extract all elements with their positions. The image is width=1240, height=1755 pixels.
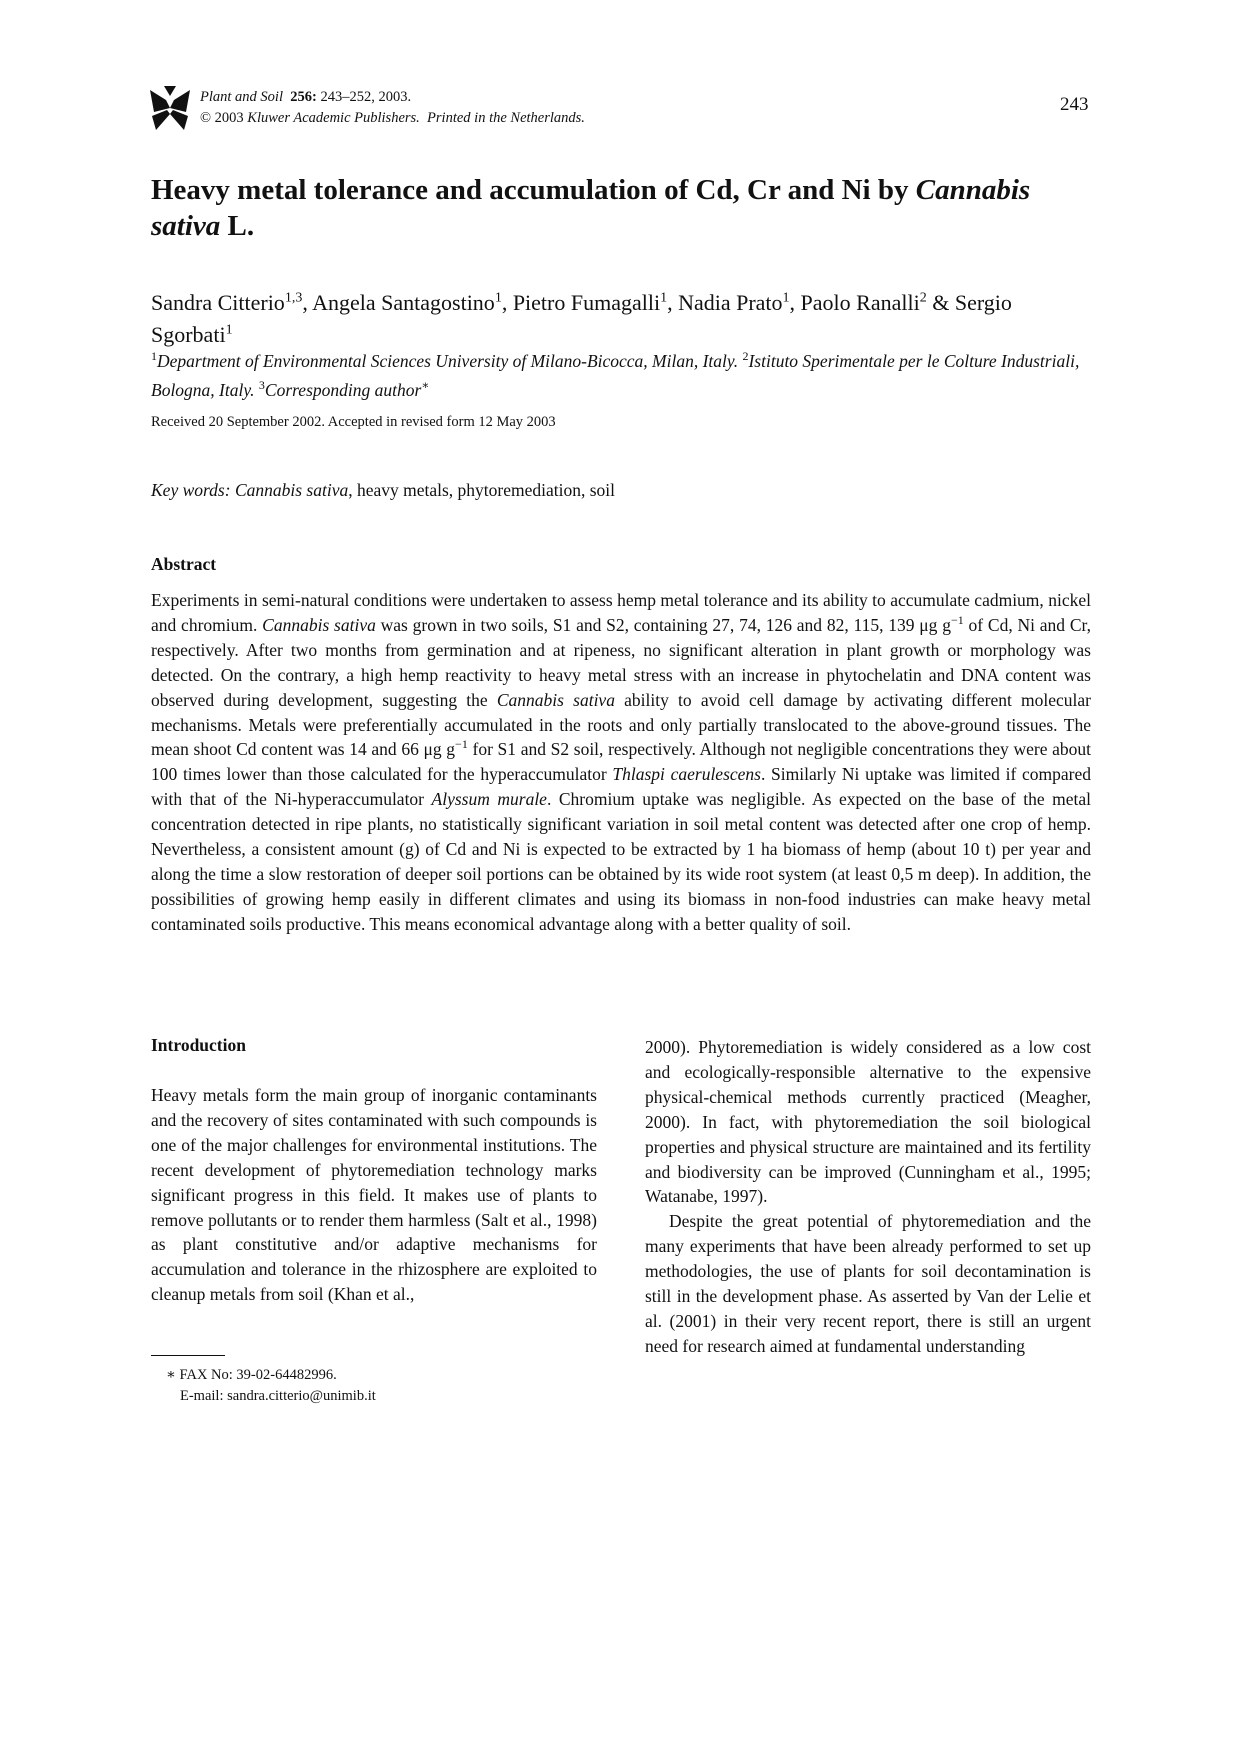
- author-name: Sergio Sgorbati: [151, 290, 1012, 347]
- affiliation-mark: 1: [151, 349, 157, 363]
- author-affiliation-mark: 1: [782, 291, 790, 306]
- copyright-line: [200, 108, 585, 129]
- author-separator: ,: [302, 290, 313, 316]
- corresponding-author-label: Corresponding author: [264, 379, 422, 400]
- species-name: Cannabis sativa: [262, 614, 376, 635]
- publisher-logo-icon: [150, 86, 190, 130]
- paper-title: [151, 172, 1091, 244]
- author: [801, 290, 955, 315]
- intro-paragraph: Despite the great potential of phytoremediation and the many experiments that have been already performed to set up methodologies, the use of plants for soil decontamination is still in the development phase. As asserted by Van der Lelie et al. (2001) in their very recent report, there is still an urgent need for research aimed at fundamental understanding: [645, 1211, 1091, 1356]
- footnote-email: E-mail: sandra.citterio@unimib.it: [180, 1388, 376, 1404]
- journal-info: [200, 87, 585, 129]
- unit: μg g: [423, 739, 456, 760]
- introduction-heading: Introduction: [151, 1035, 246, 1055]
- title-text: Heavy metal tolerance and accumulation of Cd, Cr and Ni by: [151, 174, 916, 206]
- title-suffix: L.: [220, 210, 255, 242]
- footnote-mark: ∗: [421, 377, 430, 392]
- left-column: [151, 1083, 597, 1307]
- publisher: Kluwer Academic Publishers.: [247, 110, 420, 126]
- abstract-text: ability to avoid cell damage by activating different molecular mechanisms. Metals were preferentially accumulated in the roots and only partially translocated to the above-ground tissues. The mean shoot Cd content was 14 and 66: [151, 689, 1091, 760]
- keyword-species: Cannabis sativa: [230, 480, 349, 500]
- footnote-divider: [151, 1355, 225, 1356]
- received-dates: Received 20 September 2002. Accepted in revised form 12 May 2003: [151, 414, 556, 430]
- volume: 256:: [290, 89, 317, 105]
- intro-paragraph: 2000). Phytoremediation is widely considered as a low cost and ecologically-responsible alternative to the expensive physical-chemical methods currently practiced (Meagher, 2000). In fact, with phytoremediation the soil biological properties and physical structure are maintained and its fertility and biodiversity can be improved (Cunningham et al., 1995; Watanabe, 1997).: [645, 1037, 1091, 1207]
- keywords: [151, 480, 615, 501]
- footnote-mark: ∗: [166, 1367, 176, 1383]
- abstract-body: [151, 588, 1091, 937]
- author-affiliation-mark: 1: [660, 291, 668, 306]
- author-affiliation-mark: 1,3: [284, 291, 303, 306]
- author: [312, 290, 513, 315]
- footnote-fax: [166, 1365, 376, 1386]
- species-name: Cannabis sativa: [496, 689, 615, 710]
- affiliation-mark: 3: [258, 377, 265, 392]
- right-column: [645, 1035, 1091, 1359]
- abstract-text: was grown in two soils, S1 and S2, containing 27, 74, 126 and 82, 115, 139: [375, 614, 920, 635]
- author: [151, 290, 312, 315]
- affiliation-mark: 2: [742, 349, 749, 363]
- author-separator: ,: [667, 290, 679, 316]
- author: [678, 290, 800, 315]
- footnote: [166, 1365, 376, 1407]
- unit: μg g: [919, 614, 951, 635]
- author-name: Sandra Citterio: [151, 290, 285, 316]
- pages-year: 243–252, 2003.: [316, 89, 412, 105]
- author-affiliation-mark: 2: [919, 291, 927, 306]
- abstract-heading: Abstract: [151, 554, 217, 574]
- abstract-text: . Chromium uptake was negligible. As expected on the base of the metal concentration detected in ripe plants, no statistically significant variation in soil metal content was detected after one crop of hemp. Nevertheless, a consistent amount (g) of Cd and Ni is expected to be extracted by 1 ha biomass of hemp (about 10 t) per year and along the time a slow restoration of deeper soil portions can be obtained by its wide root system (at least 0,5 m deep). In addition, the possibilities of growing hemp easily in different climates and using its biomass in non-food industries can make heavy metal contaminated soils productive. This means economical advantage along with a better quality of soil.: [151, 789, 1091, 934]
- author-name: Paolo Ranalli: [800, 290, 920, 316]
- author: [513, 290, 678, 315]
- affiliation-1: Department of Environmental Sciences University of Milano-Bicocca, Milan, Italy.: [157, 350, 743, 371]
- author-separator: ,: [789, 290, 801, 316]
- author-affiliation-mark: 1: [494, 291, 502, 306]
- affiliation-2: Istituto Sperimentale per le Colture Industriali, Bologna, Italy.: [151, 350, 1080, 400]
- journal-name: Plant and Soil: [200, 89, 283, 105]
- author-name: Nadia Prato: [678, 290, 783, 316]
- fax-number: FAX No: 39-02-64482996.: [175, 1367, 337, 1383]
- author-name: Pietro Fumagalli: [512, 290, 661, 316]
- copyright-prefix: © 2003: [200, 110, 248, 126]
- intro-paragraph: Heavy metals form the main group of inorganic contaminants and the recovery of sites contaminated with such compounds is one of the major challenges for environmental institutions. The recent development of phytoremediation technology marks significant progress in this field. It makes use of plants to remove pollutants or to render them harmless (Salt et al., 1998) as plant constitutive and/or adaptive mechanisms for accumulation and tolerance in the rhizosphere are exploited to cleanup metals from soil (Khan et al.,: [151, 1085, 597, 1305]
- title-species: Cannabis sativa: [151, 174, 1031, 242]
- abstract-text: . Similarly Ni uptake was limited if compared with that of the Ni-hyperaccumulator: [151, 764, 1091, 810]
- author-separator: &: [926, 290, 955, 316]
- unit-exponent: −1: [950, 613, 964, 628]
- printed-in: Printed in the Netherlands.: [427, 110, 585, 126]
- abstract-text: Experiments in semi-natural conditions were undertaken to assess hemp metal tolerance and its ability to accumulate cadmium, nickel and chromium.: [151, 590, 1091, 635]
- keywords-label: Key words:: [151, 480, 231, 500]
- author-list: [151, 285, 1091, 348]
- species-name: Thlaspi caerulescens: [612, 764, 761, 785]
- author-affiliation-mark: 1: [225, 322, 233, 338]
- author-name: Angela Santagostino: [312, 290, 495, 316]
- species-name: Alyssum murale: [431, 789, 547, 810]
- abstract-text: of Cd, Ni and Cr, respectively. After two months from germination and at ripeness, no significant alteration in plant growth or morphology was detected. On the contrary, a high hemp reactivity to heavy metal stress with an increase in phytochelatin and DNA content was observed during development, suggesting the: [151, 614, 1091, 710]
- keyword-list: , heavy metals, phytoremediation, soil: [348, 480, 616, 500]
- citation-line: [200, 87, 585, 108]
- page-number: 243: [1060, 94, 1089, 115]
- unit-exponent: −1: [455, 737, 468, 752]
- author-separator: ,: [501, 290, 513, 316]
- affiliations: [151, 344, 1091, 402]
- abstract-text: for S1 and S2 soil, respectively. Although not negligible concentrations they were about 100 times lower than those calculated for the hyperaccumulator: [151, 739, 1092, 785]
